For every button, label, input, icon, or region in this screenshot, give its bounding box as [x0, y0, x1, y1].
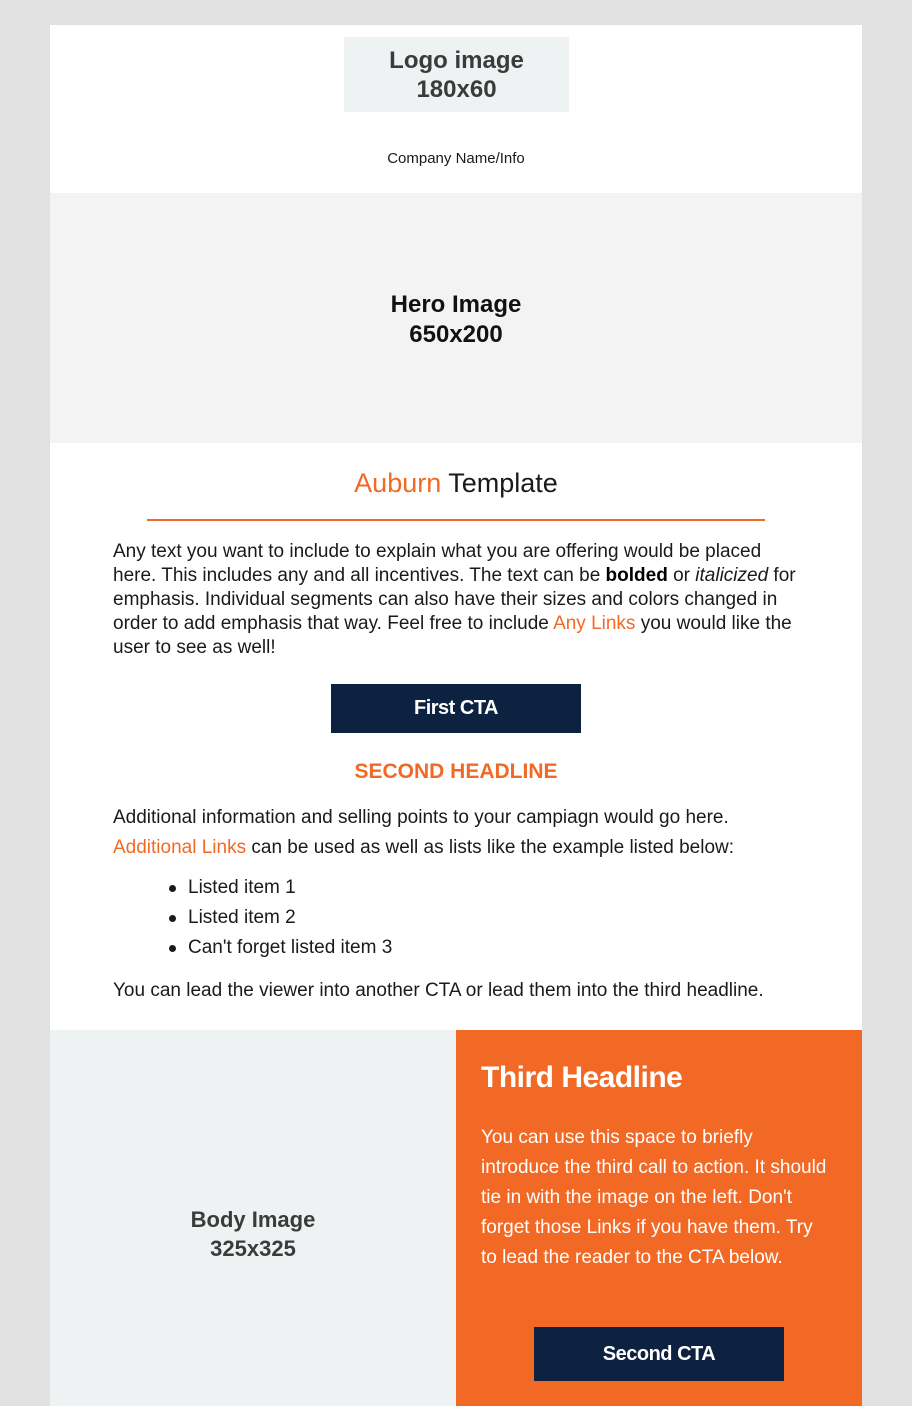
title-rest: Template — [441, 468, 558, 498]
email-container — [50, 25, 862, 1406]
any-links-link[interactable]: Any Links — [553, 613, 636, 634]
title-divider — [147, 519, 765, 521]
title-accent: Auburn — [354, 468, 442, 498]
lead-paragraph: You can lead the viewer into another CTA or lead them into the third headline. — [113, 980, 764, 1001]
company-info: Company Name/Info — [387, 150, 525, 167]
hero-size: 650x200 — [409, 321, 503, 348]
hero-image — [50, 193, 862, 443]
additional-links-link[interactable]: Additional Links — [113, 837, 247, 858]
info-text: Additional information and selling points to your campiagn would go here. — [113, 807, 729, 828]
intro-paragraph — [113, 540, 803, 660]
intro-text: for emphasis. Individual segments can also have their sizes and colors changed in order to add emphasis that way. Feel free to include — [113, 565, 796, 634]
list-item-text: Listed item 1 — [188, 877, 296, 898]
first-cta-button[interactable]: First CTA — [331, 684, 581, 733]
logo-image — [344, 37, 569, 112]
second-cta-button[interactable]: Second CTA — [534, 1327, 784, 1381]
bullet-icon — [169, 915, 176, 922]
third-headline: Third Headline — [481, 1061, 683, 1094]
body-image — [50, 1030, 456, 1406]
body-image-size: 325x325 — [210, 1236, 296, 1261]
logo-size: 180x60 — [416, 76, 497, 103]
logo-label: Logo image — [389, 47, 524, 74]
intro-text: or — [667, 565, 696, 586]
list-item — [188, 873, 392, 903]
third-paragraph: You can use this space to briefly introduce the third call to action. It should tie in with the image on the left. Don't forget those Links if you have them. Try to lead the reader to the CTA below. — [481, 1127, 827, 1268]
list-item — [188, 933, 392, 963]
info-paragraph — [113, 803, 813, 863]
template-title — [50, 468, 862, 499]
second-headline: SECOND HEADLINE — [354, 760, 558, 783]
intro-italic-text: italicized — [695, 565, 769, 586]
list-item — [188, 903, 392, 933]
body-image-label: Body Image — [190, 1207, 316, 1232]
intro-bold-text: bolded — [605, 565, 668, 586]
bullet-icon — [169, 945, 176, 952]
intro-text: you would like the user to see as well! — [113, 613, 792, 658]
list-item-text: Listed item 2 — [188, 907, 296, 928]
hero-label: Hero Image — [390, 291, 522, 318]
intro-text: Any text you want to include to explain what you are offering would be placed here. This includes any and all incentives. The text can be — [113, 541, 762, 586]
list-item-text: Can't forget listed item 3 — [188, 937, 393, 958]
info-text: can be used as well as lists like the example listed below: — [246, 837, 735, 858]
bullet-icon — [169, 885, 176, 892]
bullet-list — [188, 873, 392, 963]
third-section-panel — [456, 1030, 862, 1406]
